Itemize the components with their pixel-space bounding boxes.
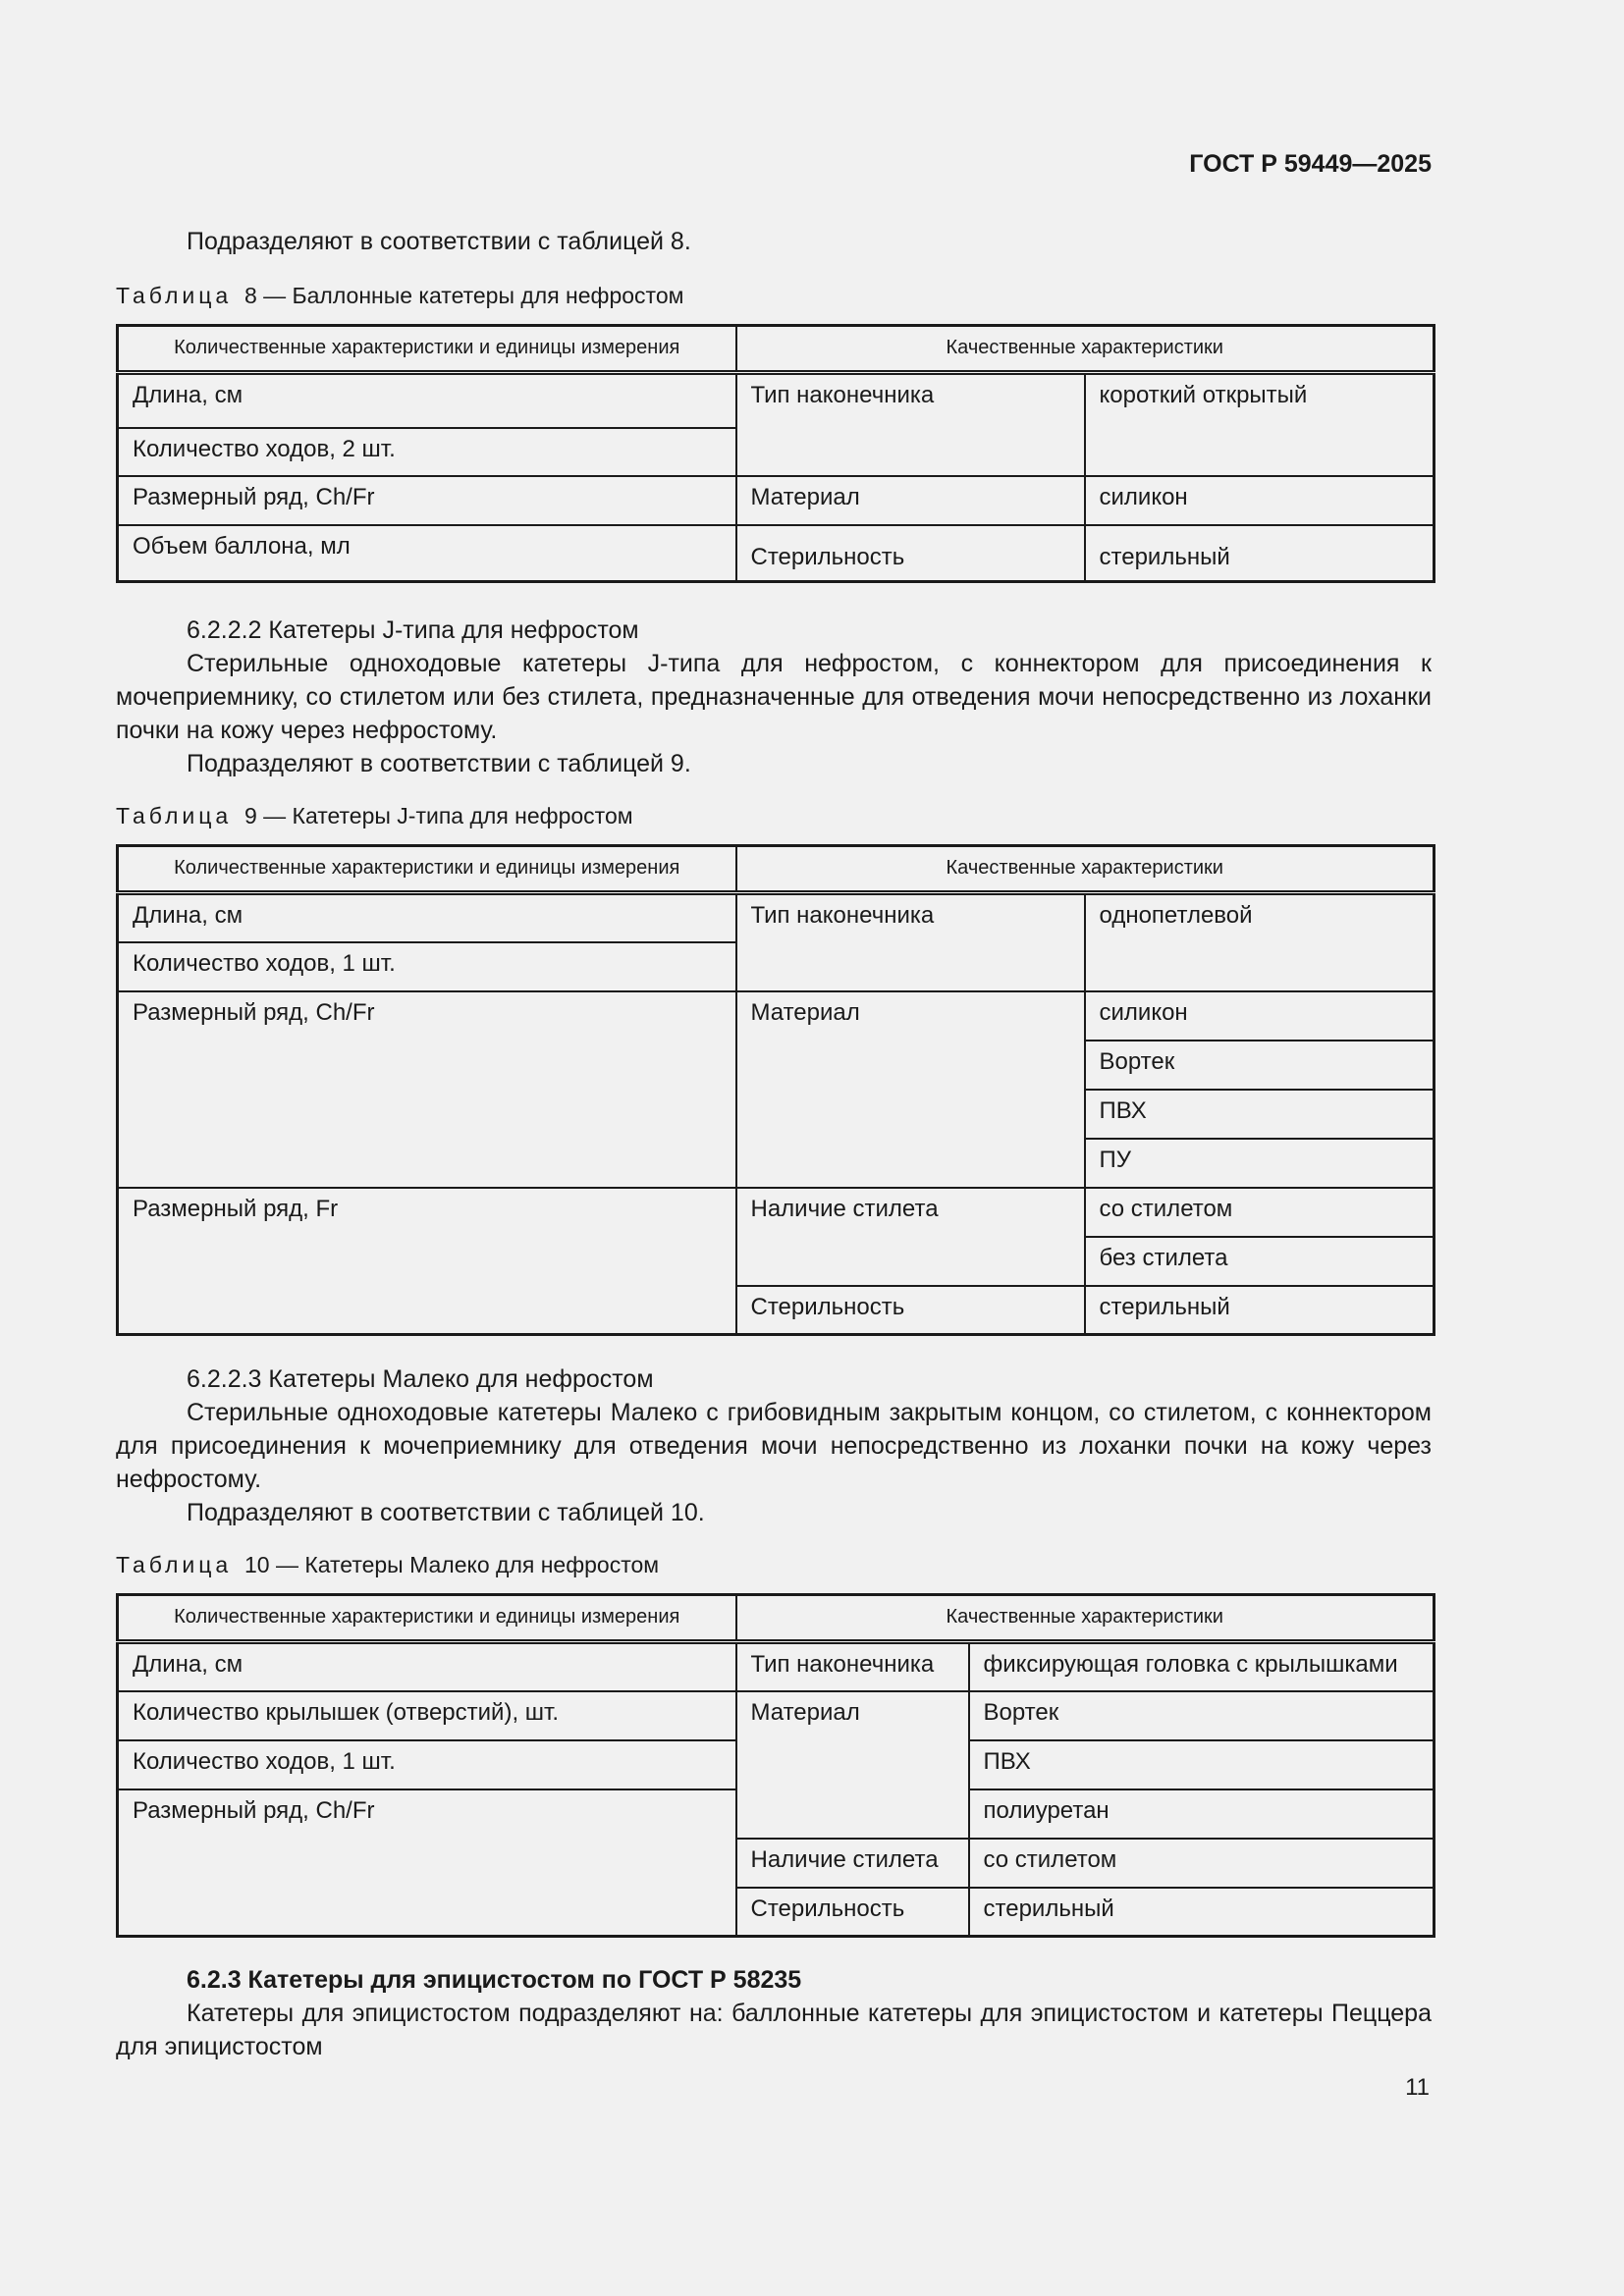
table10-cell-lumens: Количество ходов, 1 шт. (118, 1740, 736, 1789)
table8-cell-lumens: Количество ходов, 2 шт. (118, 428, 736, 476)
table8-cell-length: Длина, см (118, 373, 736, 428)
table9-caption-word: Таблица (116, 803, 233, 828)
section-6-2-2-3-body: Стерильные одноходовые катетеры Малеко с грибовидным закрытым концом, со стилетом, с коннектором для присоединения к мочеприемнику для отведения мочи непосредственно из лоханки почки на кожу через нефростому. (116, 1399, 1432, 1493)
table10-header-qualitative: Качественные характеристики (736, 1595, 1435, 1642)
table9-cell-stylet: Наличие стилета (736, 1188, 1085, 1286)
table8-header-qualitative: Качественные характеристики (736, 326, 1435, 373)
table8-cell-size-range: Размерный ряд, Ch/Fr (118, 476, 736, 525)
table9-header-qualitative: Качественные характеристики (736, 846, 1435, 893)
table10-cell-tip-type: Тип наконечника (736, 1642, 969, 1691)
table9-cell-tip-type: Тип наконечника (736, 893, 1085, 991)
table9-cell-lumens: Количество ходов, 1 шт. (118, 942, 736, 991)
table9-cell-material-pvc: ПВХ (1085, 1090, 1435, 1139)
table8-cell-material: Материал (736, 476, 1085, 525)
table8-caption (116, 283, 683, 309)
table10-caption-title: 10 — Катетеры Малеко для нефростом (244, 1552, 660, 1577)
table9-cell-size-range-fr: Размерный ряд, Fr (118, 1188, 736, 1335)
section-6-2-2-3-heading: 6.2.2.3 Катетеры Малеко для нефростом (187, 1365, 654, 1393)
table9-cell-sterility-value: стерильный (1085, 1286, 1435, 1335)
section-6-2-3-body: Катетеры для эпицистостом подразделяют на: баллонные катетеры для эпицистостом и катетеры Пеццера для эпицистостом (116, 2000, 1432, 2060)
page-number: 11 (1405, 2074, 1430, 2101)
table10-caption-word: Таблица (116, 1552, 233, 1577)
table9-cell-stylet-with: со стилетом (1085, 1188, 1435, 1237)
table8-cell-material-value: силикон (1085, 476, 1435, 525)
section-6-2-3-heading: 6.2.3 Катетеры для эпицистостом по ГОСТ Р 58235 (187, 1966, 802, 1994)
table9-cell-tip-value: однопетлевой (1085, 893, 1435, 991)
table10-cell-material-polyurethane: полиуретан (969, 1789, 1435, 1839)
table9-cell-material: Материал (736, 991, 1085, 1188)
table10-cell-material: Материал (736, 1691, 969, 1839)
table10-caption (116, 1552, 659, 1578)
table8-cell-tip-value: короткий открытый (1085, 373, 1435, 476)
table10-cell-tip-value: фиксирующая головка с крылышками (969, 1642, 1435, 1691)
table10-cell-material-pvc: ПВХ (969, 1740, 1435, 1789)
section-6-2-2-2-heading: 6.2.2.2 Катетеры J-типа для нефростом (187, 616, 639, 644)
table10-cell-material-vortek: Вортек (969, 1691, 1435, 1740)
paragraph-table9-intro: Подразделяют в соответствии с таблицей 9. (187, 750, 691, 777)
table10-header-quantitative: Количественные характеристики и единицы измерения (118, 1595, 736, 1642)
table8-caption-title: 8 — Баллонные катетеры для нефростом (244, 283, 684, 308)
table9-cell-stylet-without: без стилета (1085, 1237, 1435, 1286)
table10-cell-stylet-value: со стилетом (969, 1839, 1435, 1888)
table9-header-quantitative: Количественные характеристики и единицы измерения (118, 846, 736, 893)
table9-cell-length: Длина, см (118, 893, 736, 942)
table9-cell-sterility: Стерильность (736, 1286, 1085, 1335)
table8-cell-balloon-volume: Объем баллона, мл (118, 525, 736, 582)
table9-cell-material-vortek: Вортек (1085, 1041, 1435, 1090)
standard-designation: ГОСТ Р 59449—2025 (1189, 150, 1432, 178)
table-10 (116, 1593, 1435, 1938)
table10-cell-wings: Количество крылышек (отверстий), шт. (118, 1691, 736, 1740)
table10-cell-length: Длина, см (118, 1642, 736, 1691)
paragraph-table8-intro: Подразделяют в соответствии с таблицей 8. (187, 228, 691, 255)
table9-cell-material-silicone: силикон (1085, 991, 1435, 1041)
table9-caption-title: 9 — Катетеры J-типа для нефростом (244, 803, 633, 828)
table8-cell-tip-type: Тип наконечника (736, 373, 1085, 476)
table9-cell-material-pu: ПУ (1085, 1139, 1435, 1188)
table10-cell-sterility-value: стерильный (969, 1888, 1435, 1937)
section-6-2-2-2-body: Стерильные одноходовые катетеры J-типа для нефростом, с коннектором для присоединения к мочеприемнику, со стилетом или без стилета, предназначенные для отведения мочи непосредственно из лоханки почки на кожу через нефростому. (116, 650, 1432, 744)
table-9 (116, 844, 1435, 1336)
table8-cell-sterility: Стерильность (736, 525, 1085, 582)
table10-cell-size-range: Размерный ряд, Ch/Fr (118, 1789, 736, 1937)
table8-caption-word: Таблица (116, 283, 233, 308)
table10-cell-sterility: Стерильность (736, 1888, 969, 1937)
table-8 (116, 324, 1435, 583)
table8-header-quantitative: Количественные характеристики и единицы измерения (118, 326, 736, 373)
table9-caption (116, 803, 633, 829)
table8-cell-sterility-value: стерильный (1085, 525, 1435, 582)
paragraph-table10-intro: Подразделяют в соответствии с таблицей 10. (187, 1499, 705, 1526)
table9-cell-size-range-chfr: Размерный ряд, Ch/Fr (118, 991, 736, 1188)
table10-cell-stylet: Наличие стилета (736, 1839, 969, 1888)
